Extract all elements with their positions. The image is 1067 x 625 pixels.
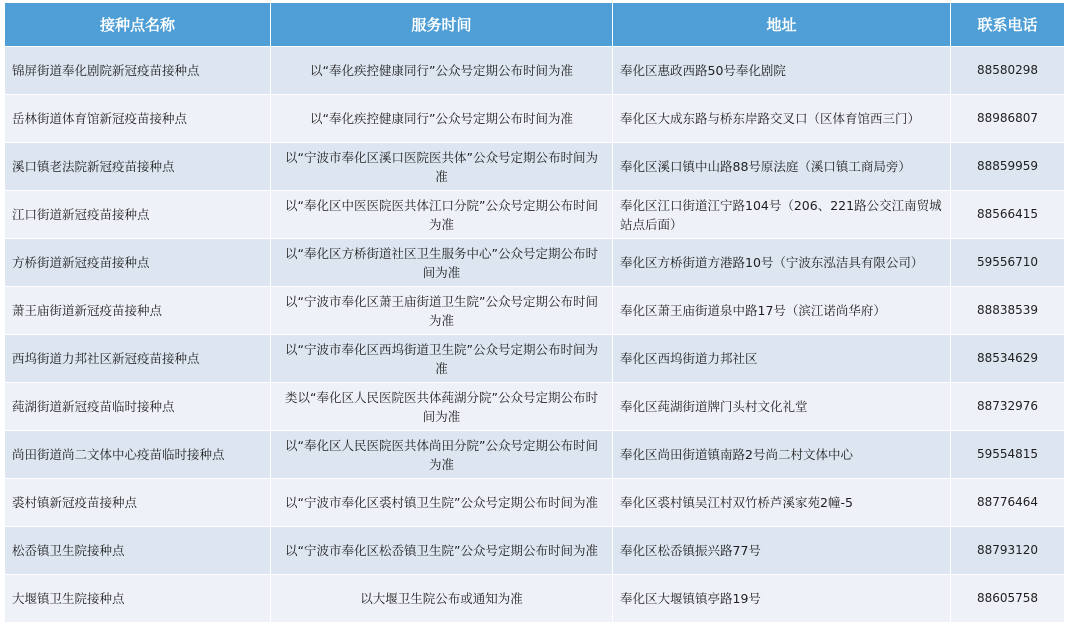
- table-row: [5, 575, 1065, 623]
- phone-cell: 88986807: [951, 95, 1065, 143]
- service-time-cell: 以“宁波市奉化区西坞街道卫生院”公众号定期公布时间为准: [271, 335, 613, 383]
- address-cell: 奉化区尚田街道镇南路2号尚二村文体中心: [613, 431, 951, 479]
- header-site-name: 接种点名称: [5, 3, 271, 47]
- header-address: 地址: [613, 3, 951, 47]
- table-row: [5, 479, 1065, 527]
- service-time-cell: 以“宁波市奉化区松岙镇卫生院”公众号定期公布时间为准: [271, 527, 613, 575]
- address-cell: 奉化区萧王庙街道泉中路17号（滨江诺尚华府）: [613, 287, 951, 335]
- phone-cell: 88580298: [951, 47, 1065, 95]
- vaccination-sites-table: [4, 2, 1065, 623]
- phone-cell: 88776464: [951, 479, 1065, 527]
- address-cell: 奉化区惠政西路50号奉化剧院: [613, 47, 951, 95]
- address-cell: 奉化区大成东路与桥东岸路交叉口（区体育馆西三门）: [613, 95, 951, 143]
- vaccination-sites-table-container: [4, 2, 1064, 623]
- service-time-cell: 以“奉化疾控健康同行”公众号定期公布时间为准: [271, 95, 613, 143]
- phone-cell: 88605758: [951, 575, 1065, 623]
- site-name-cell: 萧王庙街道新冠疫苗接种点: [5, 287, 271, 335]
- address-cell: 奉化区裘村镇吴江村双竹桥芦溪家苑2幢-5: [613, 479, 951, 527]
- address-cell: 奉化区江口街道江宁路104号（206、221路公交江南贸城站点后面）: [613, 191, 951, 239]
- service-time-cell: 以“奉化区人民医院医共体尚田分院”公众号定期公布时间为准: [271, 431, 613, 479]
- table-row: [5, 287, 1065, 335]
- service-time-cell: 以“奉化区中医医院医共体江口分院”公众号定期公布时间为准: [271, 191, 613, 239]
- phone-cell: 88793120: [951, 527, 1065, 575]
- service-time-cell: 以“奉化疾控健康同行”公众号定期公布时间为准: [271, 47, 613, 95]
- phone-cell: 59556710: [951, 239, 1065, 287]
- address-cell: 奉化区西坞街道力邦社区: [613, 335, 951, 383]
- address-cell: 奉化区莼湖街道牌门头村文化礼堂: [613, 383, 951, 431]
- phone-cell: 88534629: [951, 335, 1065, 383]
- address-cell: 奉化区大堰镇镇亭路19号: [613, 575, 951, 623]
- site-name-cell: 莼湖街道新冠疫苗临时接种点: [5, 383, 271, 431]
- site-name-cell: 松岙镇卫生院接种点: [5, 527, 271, 575]
- site-name-cell: 裘村镇新冠疫苗接种点: [5, 479, 271, 527]
- table-header-row: [5, 3, 1065, 47]
- table-row: [5, 95, 1065, 143]
- site-name-cell: 锦屏街道奉化剧院新冠疫苗接种点: [5, 47, 271, 95]
- phone-cell: 88566415: [951, 191, 1065, 239]
- service-time-cell: 以“奉化区方桥街道社区卫生服务中心”公众号定期公布时间为准: [271, 239, 613, 287]
- address-cell: 奉化区方桥街道方港路10号（宁波东泓洁具有限公司）: [613, 239, 951, 287]
- header-phone: 联系电话: [951, 3, 1065, 47]
- address-cell: 奉化区溪口镇中山路88号原法庭（溪口镇工商局旁）: [613, 143, 951, 191]
- table-row: [5, 143, 1065, 191]
- service-time-cell: 以大堰卫生院公布或通知为准: [271, 575, 613, 623]
- service-time-cell: 以“宁波市奉化区溪口医院医共体”公众号定期公布时间为准: [271, 143, 613, 191]
- service-time-cell: 类以“奉化区人民医院医共体莼湖分院”公众号定期公布时间为准: [271, 383, 613, 431]
- site-name-cell: 大堰镇卫生院接种点: [5, 575, 271, 623]
- site-name-cell: 尚田街道尚二文体中心疫苗临时接种点: [5, 431, 271, 479]
- site-name-cell: 方桥街道新冠疫苗接种点: [5, 239, 271, 287]
- phone-cell: 59554815: [951, 431, 1065, 479]
- table-row: [5, 335, 1065, 383]
- table-row: [5, 431, 1065, 479]
- service-time-cell: 以“宁波市奉化区萧王庙街道卫生院”公众号定期公布时间为准: [271, 287, 613, 335]
- phone-cell: 88732976: [951, 383, 1065, 431]
- table-row: [5, 383, 1065, 431]
- table-row: [5, 527, 1065, 575]
- site-name-cell: 岳林街道体育馆新冠疫苗接种点: [5, 95, 271, 143]
- site-name-cell: 西坞街道力邦社区新冠疫苗接种点: [5, 335, 271, 383]
- address-cell: 奉化区松岙镇振兴路77号: [613, 527, 951, 575]
- phone-cell: 88859959: [951, 143, 1065, 191]
- table-row: [5, 47, 1065, 95]
- phone-cell: 88838539: [951, 287, 1065, 335]
- header-service-time: 服务时间: [271, 3, 613, 47]
- site-name-cell: 江口街道新冠疫苗接种点: [5, 191, 271, 239]
- site-name-cell: 溪口镇老法院新冠疫苗接种点: [5, 143, 271, 191]
- service-time-cell: 以“宁波市奉化区裘村镇卫生院”公众号定期公布时间为准: [271, 479, 613, 527]
- table-row: [5, 191, 1065, 239]
- table-row: [5, 239, 1065, 287]
